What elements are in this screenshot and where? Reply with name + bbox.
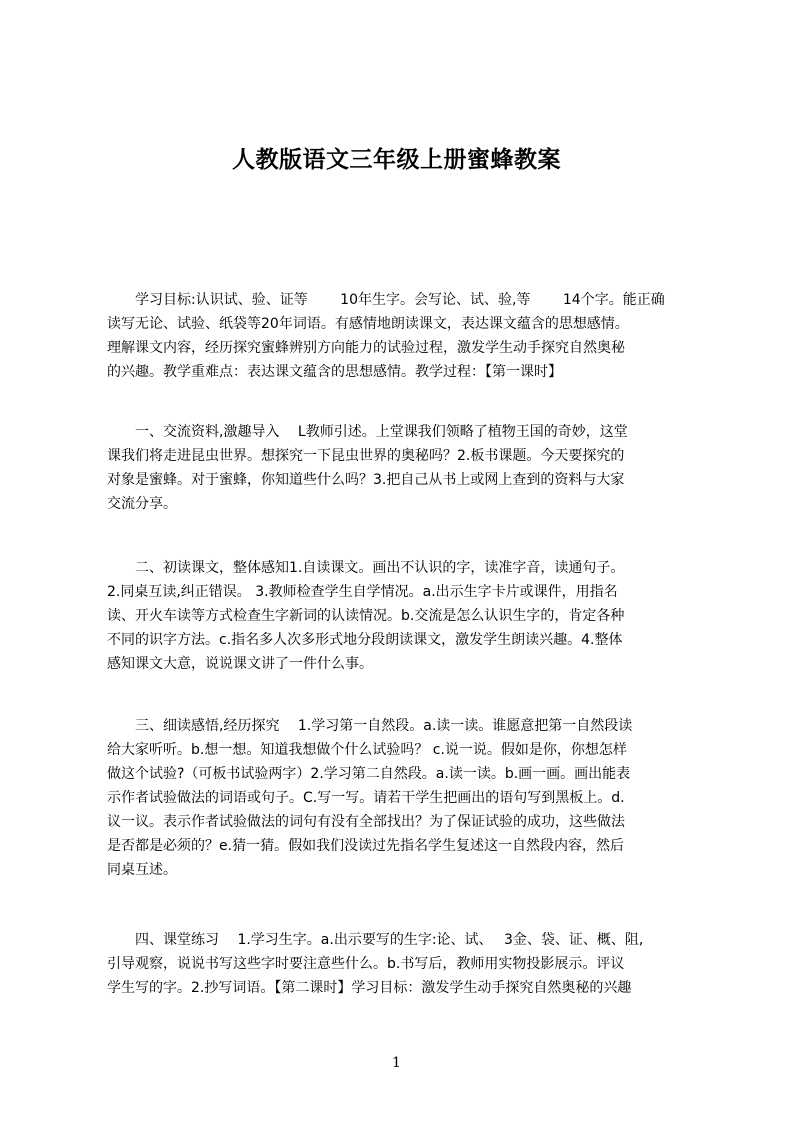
text-line: 一、交流资料,激趣导入 L教师引述。上堂课我们领略了植物王国的奇妙，这堂 — [107, 424, 628, 440]
text-line: 课我们将走进昆虫世界。想探究一下昆虫世界的奥秘吗？2.板书课题。今天要探究的 — [107, 448, 625, 464]
text-line: 议一议。表示作者试验做法的词句有没有全部找出？为了保证试验的成功，这些做法 — [107, 814, 625, 830]
text-line: 三、细读感悟,经历探究 1.学习第一自然段。a.读一读。谁愿意把第一自然段读 — [107, 718, 633, 734]
text-line: 给大家听听。b.想一想。知道我想做个什么试验吗？ c.说一说。假如是你，你想怎样 — [107, 742, 627, 758]
text-line: 读、开火车读等方式检查生字新词的认读情况。b.交流是怎么认识生字的，肯定各种 — [107, 608, 625, 624]
text-line: 2.同桌互读,纠正错误。 3.教师检查学生自学情况。a.出示生字卡片或课件，用指名 — [107, 584, 618, 600]
text-line: 是否都是必须的？e.猜一猜。假如我们没读过先指名学生复述这一自然段内容，然后 — [107, 838, 625, 854]
paragraph-section-one — [107, 420, 697, 516]
text-line: 读写无论、试验、纸袋等20年词语。有感情地朗读课文，表达课文蕴含的思想感情。 — [107, 316, 629, 332]
document-title: 人教版语文三年级上册蜜蜂教案 — [232, 147, 561, 173]
paragraph-learning-goals — [107, 288, 697, 384]
text-line: 同桌互述。 — [107, 862, 177, 878]
paragraph-section-two — [107, 556, 697, 676]
text-line: 示作者试验做法的词语或句子。C.写一写。请若干学生把画出的语句写到黑板上。d. — [107, 790, 625, 806]
text-line: 学生写的字。2.抄写词语。【第二课时】学习目标：激发学生动手探究自然奥秘的兴趣 — [107, 980, 632, 996]
text-line: 学习目标:认识试、验、证等 10年生字。会写论、试、验,等 14个字。能正确 — [107, 292, 665, 308]
text-line: 四、课堂练习 1.学习生字。a.出示要写的生字:论、试、 3金、袋、证、概、阻, — [107, 932, 644, 948]
text-line: 做这个试验?（可板书试验两字）2.学习第二自然段。a.读一读。b.画一画。画出能表 — [107, 766, 631, 782]
text-line: 理解课文内容，经历探究蜜蜂辨别方向能力的试验过程，激发学生动手探究自然奥秘 — [107, 340, 625, 356]
text-line: 引导观察，说说书写这些字时要注意些什么。b.书写后，教师用实物投影展示。评议 — [107, 956, 625, 972]
text-line: 的兴趣。教学重难点：表达课文蕴含的思想感情。教学过程：【第一课时】 — [107, 364, 562, 380]
page-number: 1 — [392, 1055, 401, 1071]
text-line: 对象是蜜蜂。对于蜜蜂，你知道些什么吗？3.把自己从书上或网上查到的资料与大家 — [107, 472, 625, 488]
text-line: 感知课文大意，说说课文讲了一件什么事。 — [107, 656, 373, 672]
text-line: 二、初读课文，整体感知1.自读课文。画出不认识的字，读准字音，读通句子。 — [107, 560, 625, 576]
text-line: 交流分享。 — [107, 496, 177, 512]
paragraph-section-four — [107, 928, 697, 1000]
text-line: 不同的识字方法。c.指名多人次多形式地分段朗读课文，激发学生朗读兴趣。4.整体 — [107, 632, 623, 648]
paragraph-section-three — [107, 714, 697, 882]
